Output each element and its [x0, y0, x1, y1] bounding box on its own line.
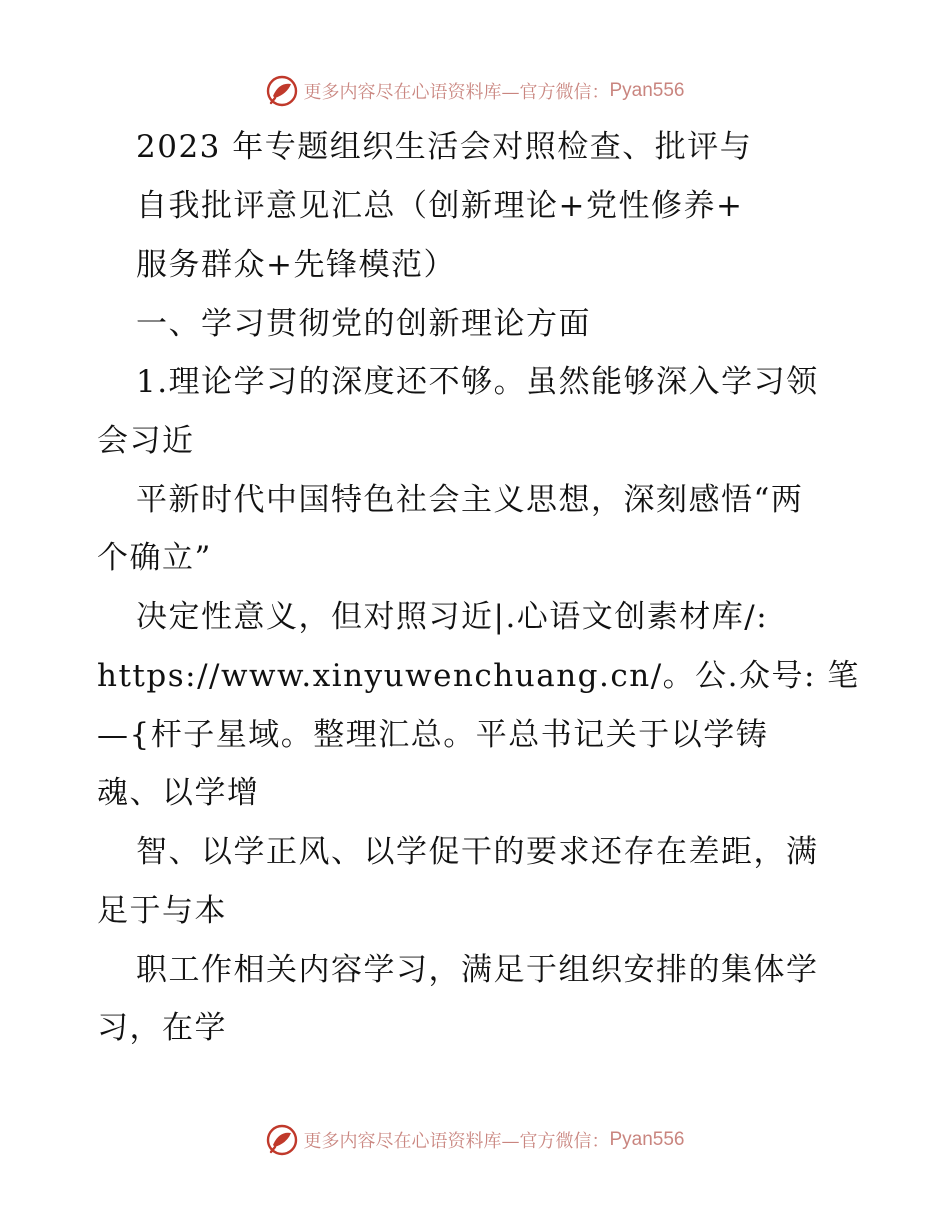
footer-banner-text: 更多内容尽在心语资料库—官方微信： [303, 1131, 610, 1152]
body-line-4: 个确立” [97, 540, 212, 576]
footer-banner [0, 1120, 950, 1160]
body-line-10: 足于与本 [97, 893, 227, 929]
header-banner [0, 71, 950, 111]
document-title-line-2: 自我批评意见汇总（创新理论+党性修养+ [136, 188, 744, 224]
header-banner-text: 更多内容尽在心语资料库—官方微信： [303, 82, 610, 103]
body-line-8: 魂、以学增 [97, 775, 260, 811]
body-line-9: 智、以学正风、以学促干的要求还存在差距，满 [136, 834, 819, 870]
body-line-5: 决定性意义，但对照习近|.心语文创素材库/: [136, 599, 769, 635]
body-line-12: 习，在学 [97, 1010, 227, 1046]
body-line-1: 1.理论学习的深度还不够。虽然能够深入学习领 [136, 364, 819, 400]
body-line-3: 平新时代中国特色社会主义思想，深刻感悟“两 [136, 482, 804, 518]
body-line-7: —{杆子星域。整理汇总。平总书记关于以学铸 [97, 717, 769, 753]
header-banner-account: Pyan556 [609, 80, 685, 101]
body-line-6: https://www.xinyuwenchuang.cn/。公.众号: 笔 [97, 658, 860, 694]
document-title-line-3: 服务群众+先锋模范） [136, 247, 456, 283]
pen-nib-logo-icon [265, 74, 299, 108]
section-heading: 一、学习贯彻党的创新理论方面 [136, 306, 591, 342]
pen-nib-logo-icon [265, 1123, 299, 1157]
document-title-line-1: 2023 年专题组织生活会对照检查、批评与 [136, 129, 753, 165]
body-line-2: 会习近 [97, 423, 195, 459]
footer-banner-account: Pyan556 [609, 1129, 685, 1150]
body-line-11: 职工作相关内容学习，满足于组织安排的集体学 [136, 952, 819, 988]
